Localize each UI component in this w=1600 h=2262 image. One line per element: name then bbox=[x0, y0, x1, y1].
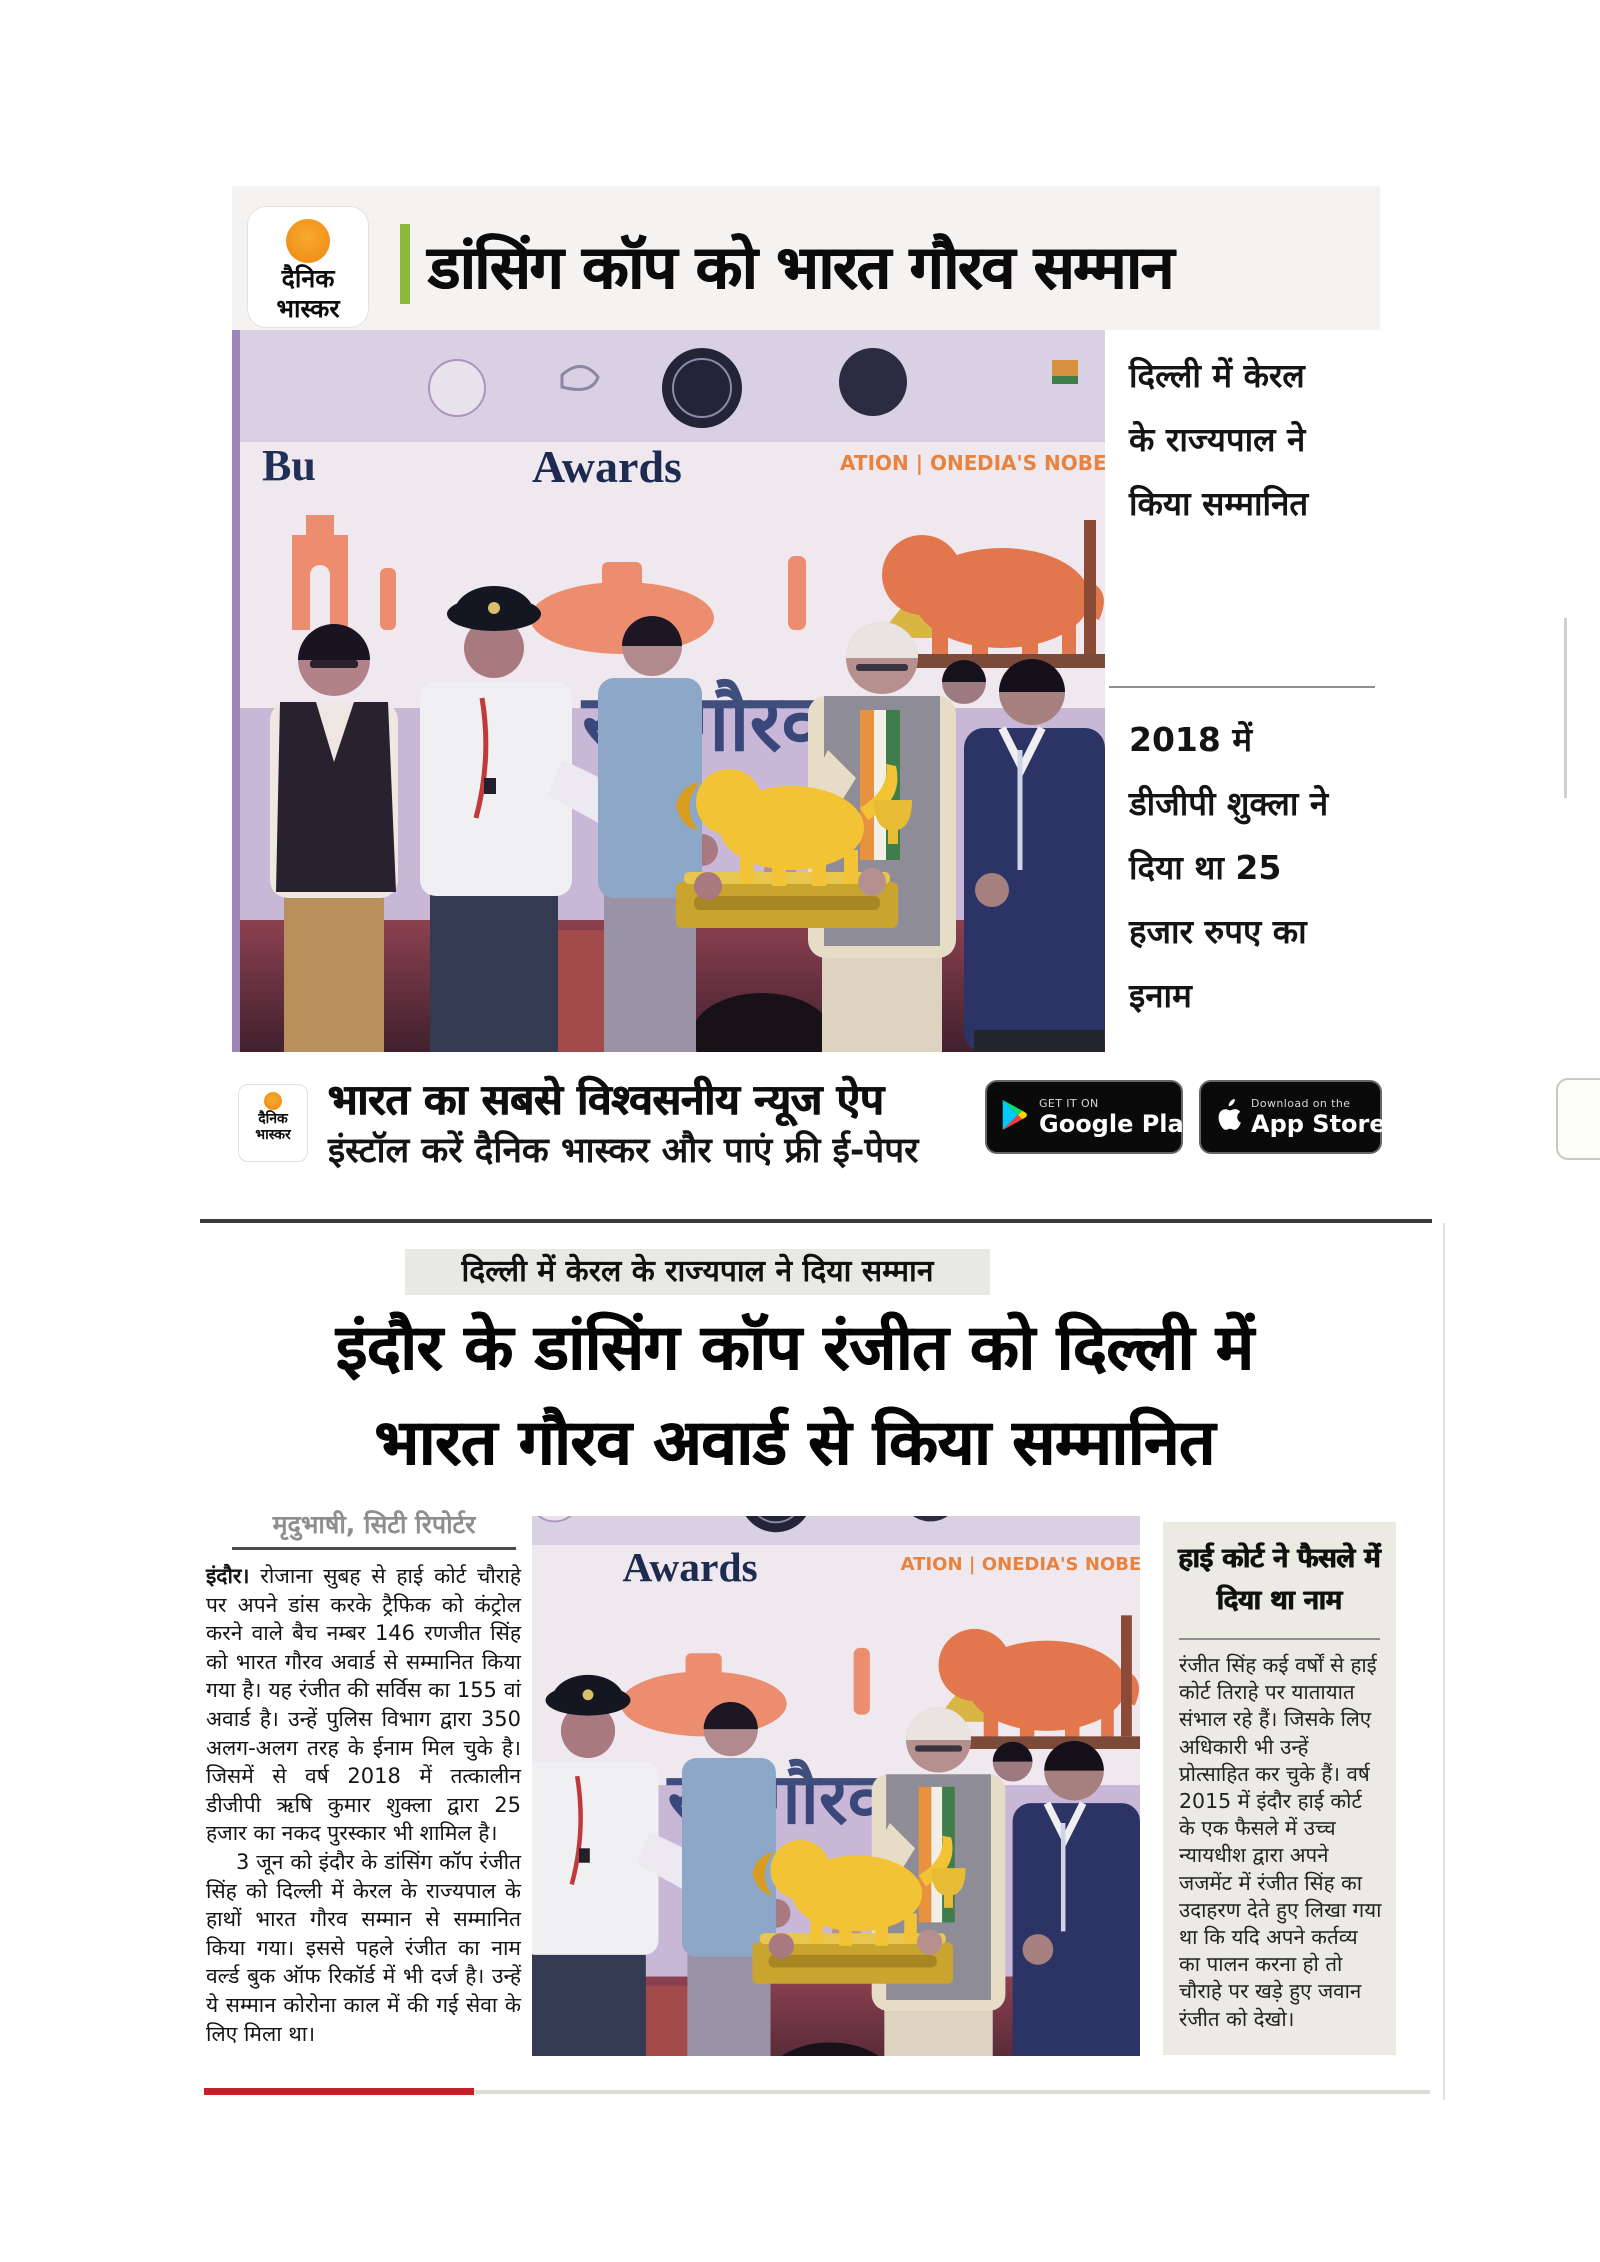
badge-store-name: App Store bbox=[1251, 1110, 1386, 1138]
accent-bar bbox=[400, 224, 410, 304]
caption-divider bbox=[1109, 686, 1375, 688]
google-play-badge[interactable] bbox=[985, 1080, 1199, 1154]
logo-text-line2: भास्कर bbox=[276, 294, 340, 323]
google-play-icon bbox=[999, 1098, 1029, 1136]
article-paragraph-1 bbox=[206, 1562, 521, 1848]
photo-caption-column bbox=[1105, 330, 1381, 1052]
app-store-badge[interactable] bbox=[1199, 1080, 1386, 1154]
badge-tagline: Download on the bbox=[1251, 1097, 1351, 1110]
column-rule bbox=[1443, 1223, 1445, 2100]
photo-caption-1: दिल्ली में केरल के राज्यपाल ने किया सम्मानित bbox=[1129, 356, 1309, 523]
banner-headline: भारत का सबसे विश्वसनीय न्यूज ऐप bbox=[328, 1075, 884, 1124]
article-headline bbox=[160, 1300, 1430, 1490]
sun-icon bbox=[286, 219, 330, 263]
badge-tagline: GET IT ON bbox=[1039, 1097, 1099, 1110]
article-paragraph-2: 3 जून को इंदौर के डांसिंग कॉप रंजीत सिंह को दिल्ली में केरल के राज्यपाल के हाथों भारत गौरव सम्मान से सम्मानित किया गया। इससे पहले रंजीत का नाम वर्ल्ड बुक ऑफ रिकॉर्ड में भी दर्ज है। उन्हें ये सम्मान कोरोना काल में की गई सेवा के लिए मिला था। bbox=[206, 1849, 521, 2046]
masthead-headline: डांसिंग कॉप को भारत गौरव सम्मान bbox=[428, 233, 1174, 303]
bottom-gray-rule bbox=[474, 2090, 1430, 2094]
dateline: इंदौर। bbox=[206, 1564, 250, 1588]
bottom-red-rule bbox=[204, 2088, 474, 2095]
dainik-bhaskar-mini-logo bbox=[238, 1084, 308, 1162]
mini-logo-line2: भास्कर bbox=[255, 1127, 291, 1143]
photo-caption-2: 2018 में डीजीपी शुक्ला ने दिया था 25 हजार रुपए का इनाम bbox=[1129, 720, 1329, 1015]
apple-icon bbox=[1213, 1099, 1241, 1136]
article-body-column bbox=[206, 1562, 521, 2048]
article-photo bbox=[532, 1516, 1140, 2056]
byline: मृदुभाषी, सिटी रिपोर्टर bbox=[272, 1510, 476, 1539]
side-box-rule bbox=[1179, 1638, 1380, 1640]
banner-subline: इंस्टॉल करें दैनिक भास्कर और पाएं फ्री ई-पेपर bbox=[328, 1131, 919, 1171]
byline-rule bbox=[232, 1547, 516, 1550]
article-headline-line2: भारत गौरव अवार्ड से किया सम्मानित bbox=[374, 1406, 1216, 1479]
side-box-heading: हाई कोर्ट ने फैसले में दिया था नाम bbox=[1178, 1543, 1381, 1616]
article-headline-line1: इंदौर के डांसिंग कॉप रंजीत को दिल्ली में bbox=[336, 1311, 1254, 1384]
sun-icon bbox=[264, 1092, 282, 1110]
badge-store-name: Google Play bbox=[1039, 1110, 1199, 1138]
cut-off-edge-card bbox=[1556, 1078, 1600, 1160]
article-kicker: दिल्ली में केरल के राज्यपाल ने दिया सम्मान bbox=[405, 1249, 990, 1295]
masthead bbox=[232, 186, 1380, 344]
side-box-body: रंजीत सिंह कई वर्षों से हाई कोर्ट तिराहे पर यातायात संभाल रहे हैं। जिसके लिए अधिकारी भी उन्हें प्रोत्साहित कर चुके हैं। वर्ष 2015 में इंदौर हाई कोर्ट के एक फैसले में उच्च न्यायधीश द्वारा अपने जजमेंट में रंजीत सिंह का उदाहरण देते हुए लिखा गया था कि यदि अपने कर्तव्य का पालन करना हो तो चौराहे पर खड़े हुए जवान रंजीत को देखो। bbox=[1179, 1653, 1382, 2031]
paragraph-1-text: रोजाना सुबह से हाई कोर्ट चौराहे पर अपने डांस करके ट्रैफिक को कंट्रोल करने वाले बैच नम्बर 146 रणजीत सिंह को भारत गौरव अवार्ड से सम्मानित किया गया है। यह रंजीत की सर्विस का 155 वां अवार्ड है। उन्हें पुलिस विभाग द्वारा 350 अलग-अलग तरह के ईनाम मिल चुके है। जिसमें से वर्ष 2018 में तत्कालीन डीजीपी ऋषि कुमार शुक्ला द्वारा 25 हजार का नकद पुरस्कार भी शामिल है। bbox=[206, 1564, 521, 1846]
page-edge-line bbox=[1564, 618, 1567, 798]
app-promo-banner bbox=[232, 1062, 1386, 1180]
side-info-box bbox=[1163, 1522, 1396, 2055]
section-divider bbox=[200, 1219, 1432, 1223]
logo-text-line1: दैनिक bbox=[281, 264, 335, 293]
award-ceremony-photo bbox=[232, 330, 1105, 1052]
dainik-bhaskar-logo bbox=[248, 207, 368, 327]
mini-logo-line1: दैनिक bbox=[258, 1111, 288, 1127]
